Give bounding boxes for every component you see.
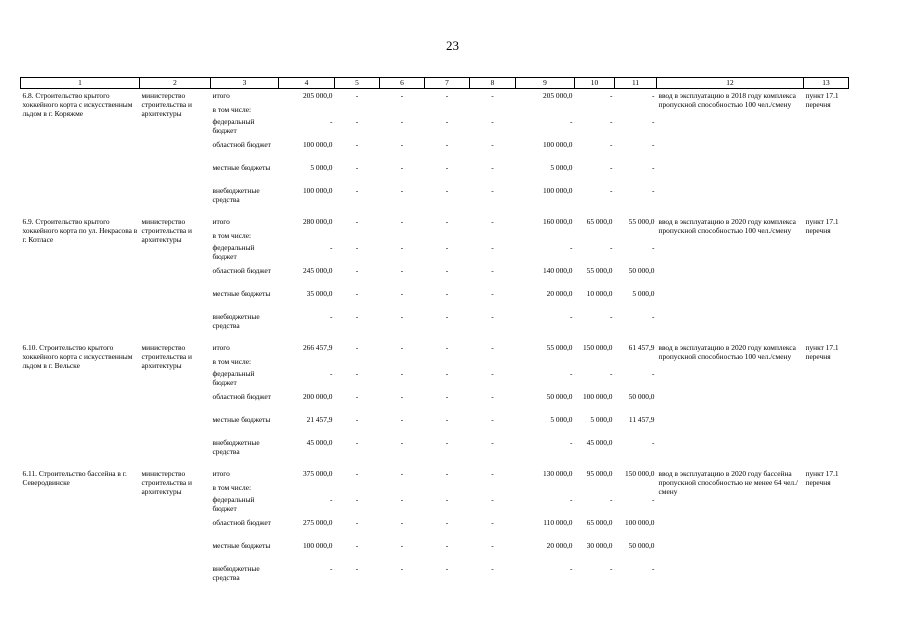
amount-cell [425, 105, 470, 117]
amount-cell: 5 000,0 [590, 415, 613, 424]
amount-cell [279, 105, 335, 117]
amount-cell: - [355, 289, 359, 298]
activity-description: 6.10. Строительство крытого хоккейного корта с искусственным льдом в г. Вельске [22, 343, 133, 370]
column-header: 12 [657, 78, 804, 89]
amount-cell: - [445, 312, 449, 321]
amount-cell: - [355, 266, 359, 275]
amount-cell: - [652, 243, 655, 252]
funding-source: областной бюджет [212, 518, 271, 527]
executor: министерство строительства и архитектуры [141, 343, 193, 370]
amount-cell: - [491, 186, 494, 195]
amount-cell: - [445, 117, 449, 126]
amount-cell: - [355, 541, 359, 550]
amount-cell: - [652, 186, 655, 195]
amount-cell [615, 357, 657, 369]
amount-cell: - [652, 495, 655, 504]
amount-cell: 160 000,0 [542, 217, 573, 226]
amount-cell: - [330, 369, 333, 378]
amount-cell: - [400, 117, 404, 126]
amount-cell: - [355, 186, 359, 195]
amount-cell [380, 231, 425, 243]
list-reference: пункт 17.1 перечня [805, 469, 839, 487]
amount-cell: - [610, 495, 613, 504]
expected-result: ввод в эксплуатацию в 2020 году бассейна пропускной способностью не менее 64 чел./смену [658, 469, 798, 496]
amount-cell: - [491, 117, 494, 126]
table-row [21, 341, 849, 357]
amount-cell: - [445, 495, 449, 504]
amount-cell: - [355, 343, 359, 352]
funding-source: в том числе: [212, 483, 252, 492]
funding-source: в том числе: [212, 231, 252, 240]
amount-cell: - [445, 140, 449, 149]
amount-cell: 5 000,0 [310, 163, 333, 172]
amount-cell: - [400, 312, 404, 321]
activity-description: 6.8. Строительство крытого хоккейного корта с искусственным льдом в г. Коряжме [22, 91, 133, 118]
funding-source: областной бюджет [212, 140, 271, 149]
amount-cell: - [355, 243, 359, 252]
amount-cell [380, 483, 425, 495]
funding-source: федеральный бюджет [212, 117, 255, 135]
budget-table [20, 77, 849, 587]
funding-source: местные бюджеты [212, 415, 271, 424]
amount-cell: - [491, 469, 494, 478]
amount-cell: 20 000,0 [546, 541, 573, 550]
amount-cell: - [400, 469, 404, 478]
amount-cell: - [491, 564, 494, 573]
amount-cell: - [400, 217, 404, 226]
amount-cell: - [652, 91, 655, 100]
funding-source: областной бюджет [212, 266, 271, 275]
funding-source: местные бюджеты [212, 163, 271, 172]
amount-cell [335, 231, 380, 243]
amount-cell: - [400, 163, 404, 172]
amount-cell: - [610, 369, 613, 378]
activity-description: 6.9. Строительство крытого хоккейного корта по ул. Некрасова в г. Котласе [22, 217, 138, 244]
amount-cell: 100 000,0 [624, 518, 655, 527]
funding-source: итого [212, 469, 230, 478]
table-body [21, 89, 849, 588]
amount-cell [425, 231, 470, 243]
amount-cell: 65 000,0 [586, 518, 613, 527]
funding-source: внебюджетные средства [212, 186, 260, 204]
amount-cell: 110 000,0 [543, 518, 573, 527]
amount-cell: - [610, 140, 613, 149]
amount-cell: - [355, 163, 359, 172]
amount-cell: - [491, 91, 494, 100]
column-header: 4 [279, 78, 335, 89]
amount-cell: - [400, 564, 404, 573]
amount-cell: - [610, 564, 613, 573]
amount-cell: - [445, 243, 449, 252]
amount-cell: 50 000,0 [546, 392, 573, 401]
column-header: 11 [615, 78, 657, 89]
list-reference: пункт 17.1 перечня [805, 91, 839, 109]
amount-cell: - [355, 392, 359, 401]
amount-cell: - [400, 243, 404, 252]
column-header: 7 [425, 78, 470, 89]
amount-cell [470, 231, 516, 243]
amount-cell: - [610, 186, 613, 195]
amount-cell: - [491, 518, 494, 527]
amount-cell [425, 357, 470, 369]
funding-source: федеральный бюджет [212, 369, 255, 387]
amount-cell: 10 000,0 [586, 289, 613, 298]
amount-cell [516, 357, 575, 369]
funding-source: итого [212, 217, 230, 226]
funding-source: местные бюджеты [212, 541, 271, 550]
amount-cell: 20 000,0 [546, 289, 573, 298]
page-number: 23 [446, 38, 459, 53]
amount-cell: - [491, 343, 494, 352]
amount-cell: - [610, 163, 613, 172]
amount-cell: - [491, 495, 494, 504]
funding-source: областной бюджет [212, 392, 271, 401]
amount-cell: - [400, 518, 404, 527]
amount-cell: 205 000,0 [302, 91, 333, 100]
amount-cell: 100 000,0 [302, 541, 333, 550]
column-header: 13 [804, 78, 849, 89]
amount-cell: - [610, 91, 613, 100]
amount-cell [279, 357, 335, 369]
amount-cell: - [652, 369, 655, 378]
amount-cell [575, 483, 615, 495]
column-header: 1 [21, 78, 140, 89]
list-reference: пункт 17.1 перечня [805, 343, 839, 361]
amount-cell: - [400, 289, 404, 298]
amount-cell [615, 231, 657, 243]
amount-cell: - [355, 312, 359, 321]
amount-cell: - [400, 91, 404, 100]
funding-source: внебюджетные средства [212, 564, 260, 582]
amount-cell: 100 000,0 [542, 186, 573, 195]
amount-cell: - [610, 117, 613, 126]
amount-cell: - [400, 438, 404, 447]
amount-cell: - [652, 163, 655, 172]
amount-cell: - [355, 117, 359, 126]
funding-source: местные бюджеты [212, 289, 271, 298]
amount-cell: 21 457,9 [306, 415, 333, 424]
amount-cell [335, 483, 380, 495]
amount-cell: 5 000,0 [632, 289, 655, 298]
amount-cell: - [570, 369, 573, 378]
amount-cell: 55 000,0 [628, 217, 655, 226]
amount-cell: - [491, 140, 494, 149]
table-row [21, 215, 849, 231]
amount-cell: 266 457,9 [302, 343, 333, 352]
activity-description: 6.11. Строительство бассейна в г. Северодвинске [22, 469, 127, 487]
expected-result: ввод в эксплуатацию в 2020 году комплекса пропускной способностью 100 чел./смену [658, 217, 796, 235]
amount-cell: - [330, 243, 333, 252]
column-header: 2 [140, 78, 211, 89]
amount-cell: - [445, 469, 449, 478]
amount-cell: - [445, 186, 449, 195]
executor: министерство строительства и архитектуры [141, 91, 193, 118]
amount-cell: - [491, 289, 494, 298]
amount-cell: - [355, 91, 359, 100]
amount-cell: - [652, 312, 655, 321]
column-header: 5 [335, 78, 380, 89]
amount-cell [335, 105, 380, 117]
amount-cell: 50 000,0 [628, 266, 655, 275]
amount-cell: - [445, 564, 449, 573]
funding-source: в том числе: [212, 357, 252, 366]
column-header: 3 [211, 78, 279, 89]
amount-cell: - [445, 163, 449, 172]
amount-cell: 140 000,0 [542, 266, 573, 275]
amount-cell: - [355, 518, 359, 527]
expected-result: ввод в эксплуатацию в 2020 году комплекса пропускной способностью 100 чел./смену [658, 343, 796, 361]
amount-cell: - [445, 392, 449, 401]
funding-source: федеральный бюджет [212, 495, 255, 513]
amount-cell: - [491, 312, 494, 321]
amount-cell [516, 231, 575, 243]
amount-cell: - [491, 243, 494, 252]
amount-cell: - [355, 369, 359, 378]
column-header: 6 [380, 78, 425, 89]
amount-cell: - [330, 312, 333, 321]
amount-cell: - [445, 343, 449, 352]
amount-cell: - [355, 217, 359, 226]
amount-cell: - [491, 392, 494, 401]
amount-cell: 375 000,0 [302, 469, 333, 478]
amount-cell: 11 457,9 [628, 415, 655, 424]
amount-cell: 50 000,0 [628, 392, 655, 401]
funding-source: итого [212, 343, 230, 352]
amount-cell: - [400, 392, 404, 401]
amount-cell [380, 105, 425, 117]
amount-cell: - [445, 541, 449, 550]
amount-cell: - [355, 495, 359, 504]
amount-cell: 30 000,0 [586, 541, 613, 550]
table-header [21, 78, 849, 89]
amount-cell: - [652, 117, 655, 126]
amount-cell [470, 105, 516, 117]
amount-cell: 35 000,0 [306, 289, 333, 298]
amount-cell [470, 357, 516, 369]
column-header: 9 [516, 78, 575, 89]
amount-cell: - [445, 91, 449, 100]
amount-cell: - [610, 312, 613, 321]
amount-cell: - [400, 495, 404, 504]
amount-cell: - [570, 312, 573, 321]
amount-cell: 5 000,0 [550, 415, 573, 424]
amount-cell: 100 000,0 [302, 186, 333, 195]
amount-cell: - [445, 415, 449, 424]
column-header: 8 [470, 78, 516, 89]
amount-cell [575, 231, 615, 243]
amount-cell: - [400, 415, 404, 424]
amount-cell: - [400, 140, 404, 149]
amount-cell: - [400, 343, 404, 352]
executor: министерство строительства и архитектуры [141, 469, 193, 496]
amount-cell [615, 483, 657, 495]
amount-cell: - [400, 266, 404, 275]
expected-result: ввод в эксплуатацию в 2018 году комплекса пропускной способностью 100 чел./смену [658, 91, 796, 109]
amount-cell [279, 231, 335, 243]
amount-cell: - [355, 415, 359, 424]
amount-cell [470, 483, 516, 495]
amount-cell: - [445, 518, 449, 527]
amount-cell: - [491, 163, 494, 172]
amount-cell: - [330, 117, 333, 126]
amount-cell: 100 000,0 [542, 140, 573, 149]
funding-source: в том числе: [212, 105, 252, 114]
amount-cell: - [652, 438, 655, 447]
amount-cell: 150 000,0 [624, 469, 655, 478]
amount-cell: - [400, 541, 404, 550]
header-row [21, 78, 849, 89]
amount-cell: - [570, 117, 573, 126]
amount-cell [615, 105, 657, 117]
amount-cell: 45 000,0 [306, 438, 333, 447]
amount-cell: - [491, 415, 494, 424]
funding-source: федеральный бюджет [212, 243, 255, 261]
amount-cell [335, 357, 380, 369]
amount-cell [575, 105, 615, 117]
amount-cell: - [491, 266, 494, 275]
amount-cell: 130 000,0 [542, 469, 573, 478]
column-header: 10 [575, 78, 615, 89]
list-reference: пункт 17.1 перечня [805, 217, 839, 235]
amount-cell: 245 000,0 [302, 266, 333, 275]
amount-cell: - [652, 564, 655, 573]
amount-cell: 100 000,0 [582, 392, 613, 401]
amount-cell: 50 000,0 [628, 541, 655, 550]
amount-cell [516, 105, 575, 117]
funding-source: внебюджетные средства [212, 312, 260, 330]
amount-cell: - [445, 289, 449, 298]
amount-cell: 65 000,0 [586, 217, 613, 226]
amount-cell: - [355, 140, 359, 149]
amount-cell: 55 000,0 [546, 343, 573, 352]
amount-cell: 205 000,0 [542, 91, 573, 100]
amount-cell [516, 483, 575, 495]
amount-cell: - [400, 186, 404, 195]
amount-cell: - [610, 243, 613, 252]
amount-cell: - [445, 217, 449, 226]
amount-cell [575, 357, 615, 369]
amount-cell: 5 000,0 [550, 163, 573, 172]
amount-cell: - [652, 140, 655, 149]
amount-cell: 95 000,0 [586, 469, 613, 478]
amount-cell: 275 000,0 [302, 518, 333, 527]
amount-cell: - [355, 438, 359, 447]
amount-cell: - [330, 495, 333, 504]
executor: министерство строительства и архитектуры [141, 217, 193, 244]
amount-cell: 100 000,0 [302, 140, 333, 149]
amount-cell: 150 000,0 [582, 343, 613, 352]
amount-cell: 45 000,0 [586, 438, 613, 447]
amount-cell: - [330, 564, 333, 573]
amount-cell [425, 483, 470, 495]
amount-cell: - [570, 243, 573, 252]
amount-cell: - [355, 469, 359, 478]
amount-cell: 55 000,0 [586, 266, 613, 275]
funding-source: итого [212, 91, 230, 100]
amount-cell: - [491, 541, 494, 550]
amount-cell: - [491, 217, 494, 226]
amount-cell: 280 000,0 [302, 217, 333, 226]
amount-cell: 200 000,0 [302, 392, 333, 401]
amount-cell [380, 357, 425, 369]
funding-source: внебюджетные средства [212, 438, 260, 456]
amount-cell: - [570, 495, 573, 504]
amount-cell: - [570, 438, 573, 447]
table-row [21, 89, 849, 106]
amount-cell: - [491, 369, 494, 378]
amount-cell [279, 483, 335, 495]
amount-cell: 61 457,9 [628, 343, 655, 352]
amount-cell: - [445, 438, 449, 447]
amount-cell: - [445, 266, 449, 275]
amount-cell: - [491, 438, 494, 447]
amount-cell: - [355, 564, 359, 573]
table-row [21, 467, 849, 483]
amount-cell: - [570, 564, 573, 573]
amount-cell: - [400, 369, 404, 378]
amount-cell: - [445, 369, 449, 378]
